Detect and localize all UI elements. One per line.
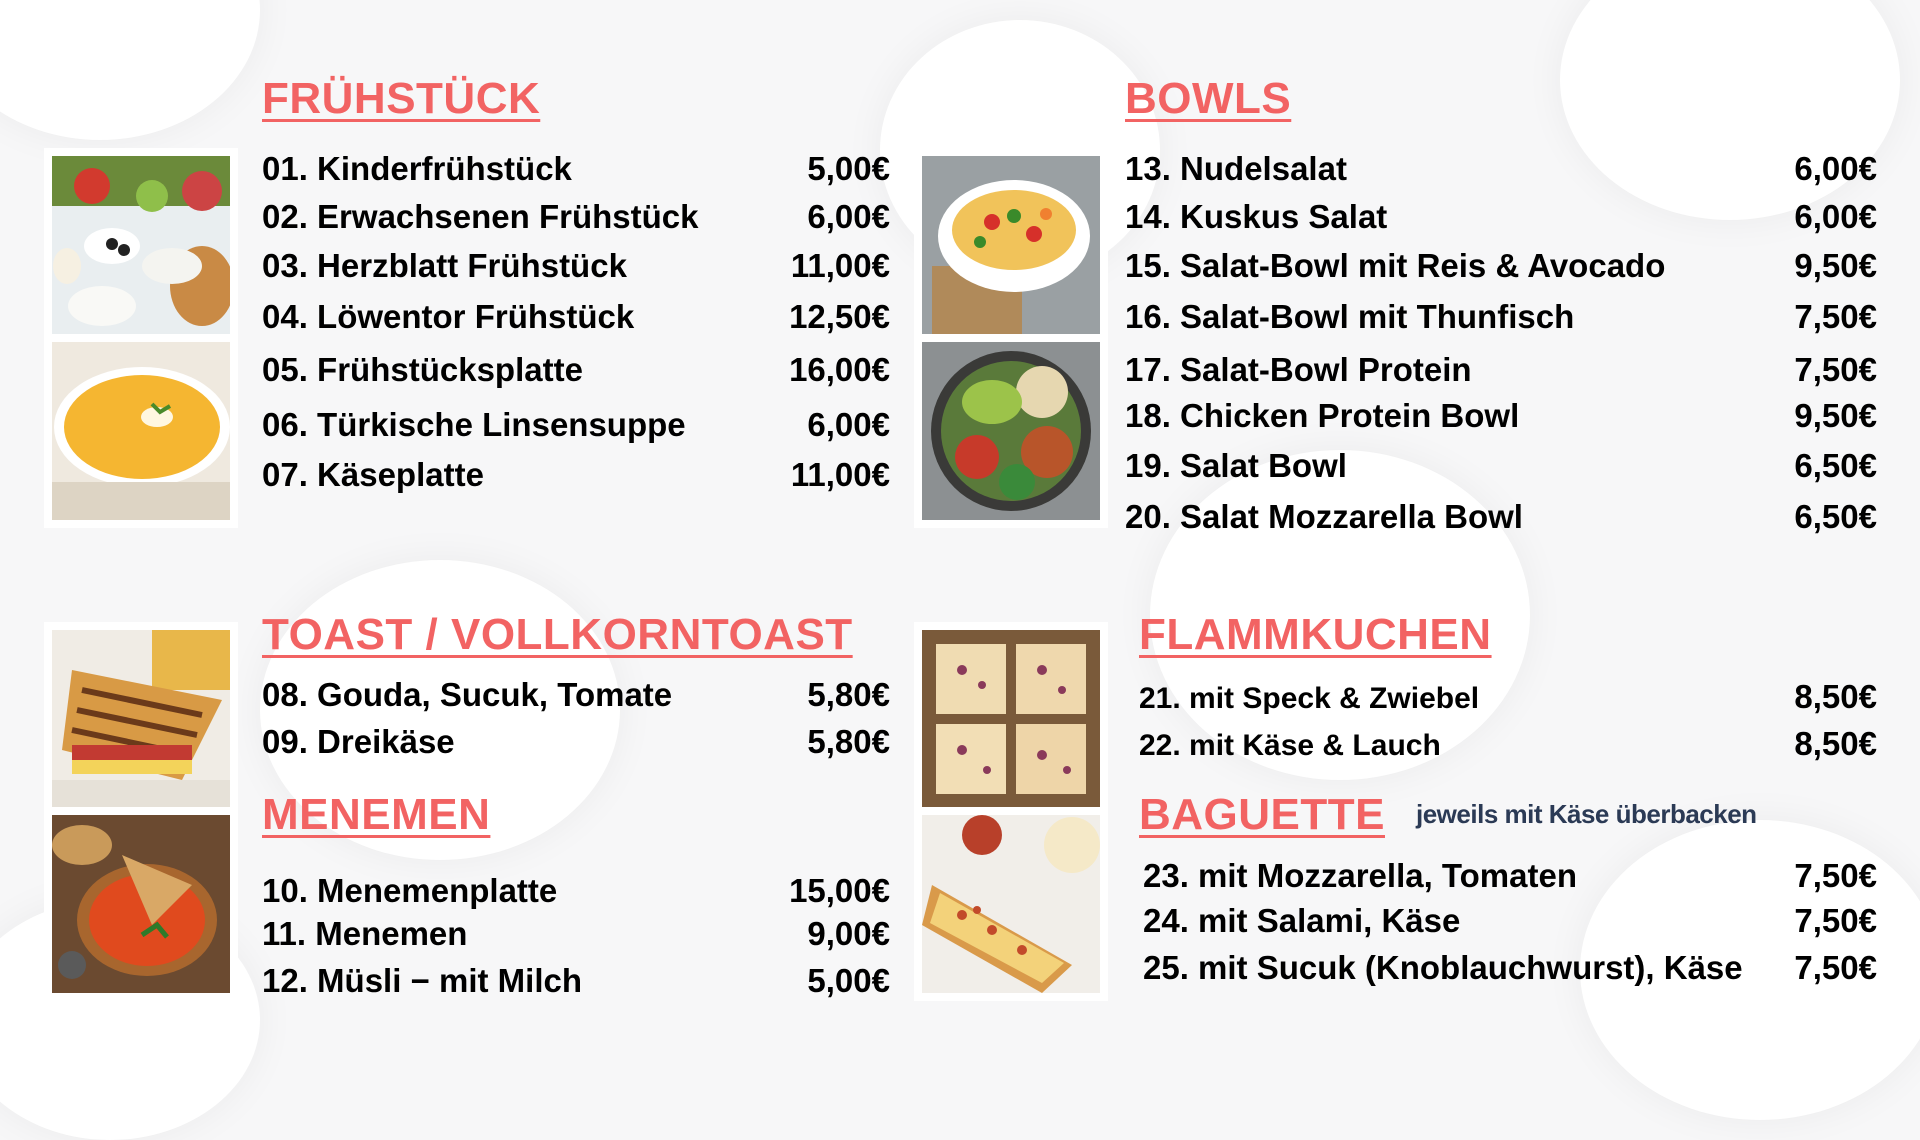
menu-item-name: 16. Salat-Bowl mit Thunfisch	[1125, 298, 1575, 335]
menu-item-price: 5,80€	[807, 723, 890, 760]
menu-item-name: 21. mit Speck & Zwiebel	[1139, 682, 1480, 715]
menu-item-price: 6,00€	[1794, 150, 1877, 187]
menu-item-name: 07. Käseplatte	[262, 456, 484, 493]
menu-item-name: 08. Gouda, Sucuk, Tomate	[262, 676, 673, 713]
menu-item-price: 6,00€	[1794, 198, 1877, 235]
pasta-salad-photo	[922, 156, 1100, 334]
menu-item	[1143, 857, 1877, 895]
menu-item-price: 6,00€	[807, 406, 890, 443]
menu-item-price: 6,50€	[1794, 498, 1877, 535]
menu-item-name: 11. Menemen	[262, 915, 468, 952]
menu-item	[262, 150, 890, 188]
menu-item-name: 10. Menemenplatte	[262, 872, 558, 909]
lentil-soup-photo	[52, 342, 230, 520]
menu-item-price: 8,50€	[1794, 725, 1877, 762]
menu-item-name: 25. mit Sucuk (Knoblauchwurst), Käse	[1143, 949, 1743, 986]
menu-item-price: 11,00€	[790, 456, 890, 493]
menu-item-price: 8,50€	[1794, 678, 1877, 715]
menu-item-price: 7,50€	[1794, 351, 1877, 388]
menu-item-name: 06. Türkische Linsensuppe	[262, 406, 686, 443]
menu-item	[1125, 397, 1877, 435]
menu-item-name: 19. Salat Bowl	[1125, 447, 1347, 484]
section-title-baguette: BAGUETTE	[1139, 790, 1385, 839]
menu-item	[262, 872, 890, 910]
menu-item-price: 7,50€	[1794, 949, 1877, 986]
menu-item-price: 15,00€	[789, 872, 890, 909]
menu-item-name: 02. Erwachsenen Frühstück	[262, 198, 699, 235]
menu-item	[1125, 447, 1877, 485]
toast-photo	[52, 630, 230, 808]
menu-item-name: 15. Salat-Bowl mit Reis & Avocado	[1125, 247, 1666, 284]
menu-item	[262, 351, 890, 389]
menu-item-price: 7,50€	[1794, 857, 1877, 894]
menu-item	[262, 198, 890, 236]
menu-item	[262, 962, 890, 1000]
menu-item-name: 20. Salat Mozzarella Bowl	[1125, 498, 1523, 535]
menu-item-name: 18. Chicken Protein Bowl	[1125, 397, 1520, 434]
menu-item-name: 05. Frühstücksplatte	[262, 351, 583, 388]
menu-item-price: 5,00€	[807, 962, 890, 999]
menu-item	[1139, 725, 1877, 763]
menemen-photo	[52, 815, 230, 993]
menu-item	[1125, 247, 1877, 285]
baguette-photo	[922, 815, 1100, 993]
menu-item	[262, 676, 890, 714]
menu-item-price: 9,50€	[1794, 397, 1877, 434]
menu-item-name: 12. Müsli − mit Milch	[262, 962, 582, 999]
menu-item-price: 6,00€	[807, 198, 890, 235]
menu-item	[1139, 678, 1877, 716]
menu-item-name: 23. mit Mozzarella, Tomaten	[1143, 857, 1577, 894]
section-title-toast: TOAST / VOLLKORNTOAST	[262, 610, 853, 659]
background-shape	[0, 0, 260, 140]
menu-item	[262, 915, 890, 953]
flammkuchen-photo	[922, 630, 1100, 808]
menu-item-price: 7,50€	[1794, 298, 1877, 335]
menu-item	[1125, 298, 1877, 336]
menu-item	[1143, 902, 1877, 940]
breakfast-photo	[52, 156, 230, 334]
menu-item-price: 5,80€	[807, 676, 890, 713]
menu-item	[1125, 351, 1877, 389]
section-title-fruehstueck: FRÜHSTÜCK	[262, 74, 541, 123]
menu-item-price: 5,00€	[807, 150, 890, 187]
menu-item	[262, 406, 890, 444]
menu-item-name: 22. mit Käse & Lauch	[1139, 729, 1441, 762]
menu-item-name: 24. mit Salami, Käse	[1143, 902, 1461, 939]
menu-item	[1125, 498, 1877, 536]
menu-item	[1125, 150, 1877, 188]
menu-item	[1125, 198, 1877, 236]
menu-item	[262, 247, 890, 285]
menu-item	[262, 298, 890, 336]
menu-item	[262, 456, 890, 494]
menu-item-price: 16,00€	[789, 351, 890, 388]
menu-item-price: 11,00€	[790, 247, 890, 284]
menu-item	[1143, 949, 1877, 987]
section-title-menemen: MENEMEN	[262, 790, 491, 839]
menu-item-price: 9,50€	[1794, 247, 1877, 284]
menu-item-price: 9,00€	[807, 915, 890, 952]
menu-item-price: 12,50€	[789, 298, 890, 335]
menu-item-name: 01. Kinderfrühstück	[262, 150, 572, 187]
menu-item-name: 09. Dreikäse	[262, 723, 455, 760]
menu-item-name: 14. Kuskus Salat	[1125, 198, 1388, 235]
section-subtitle-baguette: jeweils mit Käse überbacken	[1416, 799, 1757, 829]
menu-item-price: 7,50€	[1794, 902, 1877, 939]
menu-item-price: 6,50€	[1794, 447, 1877, 484]
section-title-flammkuchen: FLAMMKUCHEN	[1139, 610, 1492, 659]
menu-item-name: 03. Herzblatt Frühstück	[262, 247, 627, 284]
menu-item-name: 13. Nudelsalat	[1125, 150, 1347, 187]
menu-item	[262, 723, 890, 761]
menu-item-name: 17. Salat-Bowl Protein	[1125, 351, 1472, 388]
menu-item-name: 04. Löwentor Frühstück	[262, 298, 635, 335]
section-title-bowls: BOWLS	[1125, 74, 1292, 123]
avocado-bowl-photo	[922, 342, 1100, 520]
